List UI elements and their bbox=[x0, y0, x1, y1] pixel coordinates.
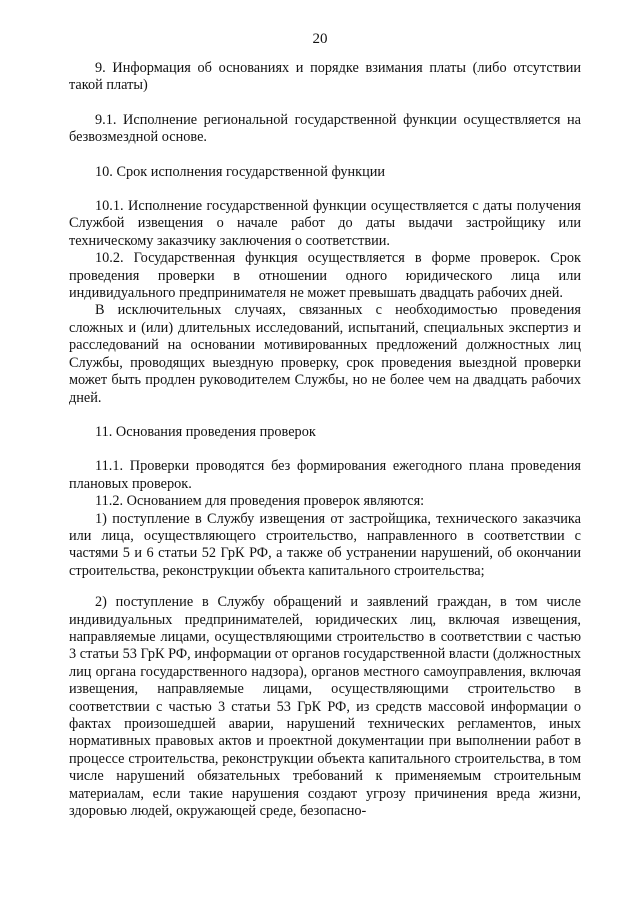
paragraph-10-2-extension: В исключительных случаях, связанных с необходимостью проведения сложных и (или) длительных исследований, испытаний, специальных экспертиз и расследований на основании мотивированных предложений должностных лиц Службы, проводящих выездную проверку, срок проведения выездной проверки может быть продлен руководителем Службы, но не более чем на двадцать рабочих дней. bbox=[69, 302, 581, 406]
section-11-heading: 11. Основания проведения проверок bbox=[95, 423, 316, 440]
page-number: 20 bbox=[312, 31, 328, 47]
paragraph-10-1: 10.1. Исполнение государственной функции осуществляется с даты получения Службой извещения о начале работ до даты выдачи застройщику или техническому заказчику заключения о соответствии. bbox=[69, 198, 581, 249]
document-body bbox=[69, 60, 581, 820]
paragraph-11-2-item-2: 2) поступление в Службу обращений и заявлений граждан, в том числе индивидуальных предпринимателей, юридических лиц, включая извещения, направляемые лицами, осуществляющими строительство в соответствии с частью 3 статьи 53 ГрК РФ, информации от органов государственной власти (должностных лиц органа государственного надзора), органов местного самоуправления, включая извещения, направляемые лицами, осуществляющими строительство в соответствии с частью 3 статьи 53 ГрК РФ, из средств массовой информации о фактах произошедшей аварии, нарушений технических регламентов, иных нормативных правовых актов и проектной документации при выполнении работ в процессе строительства, реконструкции объекта капитального строительства, в том числе нарушений обязательных требований к применяемым строительным материалам, если такие нарушения создают угрозу причинения вреда жизни, здоровью людей, окружающей среде, безопасно- bbox=[69, 594, 581, 820]
paragraph-11-2: 11.2. Основанием для проведения проверок являются: bbox=[95, 493, 425, 510]
section-9-heading: 9. Информация об основаниях и порядке взимания платы (либо отсутствии такой платы) bbox=[69, 60, 581, 94]
paragraph-10-2: 10.2. Государственная функция осуществляется в форме проверок. Срок проведения проверки в отношении одного юридического лица или индивидуального предпринимателя не может превышать двадцать рабочих дней. bbox=[69, 250, 581, 302]
section-10-heading: 10. Срок исполнения государственной функции bbox=[95, 163, 386, 180]
paragraph-9-1: 9.1. Исполнение региональной государственной функции осуществляется на безвозмездной основе. bbox=[69, 111, 581, 146]
paragraph-11-2-item-1: 1) поступление в Службу извещения от застройщика, технического заказчика или лица, осуществляющего строительство, направленного в соответствии с частями 5 и 6 статьи 52 ГрК РФ, а также об устранении нарушений, об окончании строительства, реконструкции объекта капитального строительства; bbox=[69, 510, 581, 579]
paragraph-11-1: 11.1. Проверки проводятся без формирования ежегодного плана проведения плановых проверок. bbox=[69, 458, 581, 492]
